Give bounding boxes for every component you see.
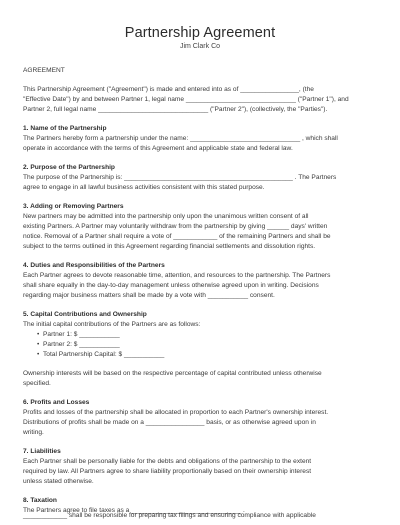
section-heading: 5. Capital Contributions and Ownership (23, 311, 147, 318)
section-purpose (23, 163, 377, 193)
section-line: The purpose of the Partnership is: ______________________________________________ . The Partners (23, 174, 337, 181)
section-heading: 1. Name of the Partnership (23, 125, 107, 132)
section-line: existing Partners. A Partner may voluntarily withdraw from the partnership by giving ______ days' written (23, 223, 328, 230)
list-item: • Partner 2: $ ___________ (43, 340, 377, 350)
section-line: Each Partner agrees to devote reasonable time, attention, and resources to the partnership. The Partners (23, 272, 331, 279)
agreement-label: AGREEMENT (23, 67, 65, 74)
section-profits-losses (23, 398, 377, 438)
section-heading: 3. Adding or Removing Partners (23, 203, 124, 210)
section-line: agree to engage in all lawful business activities consistent with this stated purpose. (23, 184, 265, 191)
section-heading: 7. Liabilities (23, 448, 61, 455)
document-title: Partnership Agreement (124, 25, 276, 41)
section-liabilities (23, 447, 377, 487)
section-line: unless stated otherwise. (23, 478, 94, 485)
section-line: subject to the terms outlined in this Agreement regarding financial settlements and dissolution rights. (23, 243, 316, 250)
section-line: specified. (23, 380, 51, 387)
list-item: • Total Partnership Capital: $ ___________ (43, 350, 377, 360)
section-line: notice. Removal of a Partner shall require a vote of ____________ of the remaining Partners and shall be (23, 233, 331, 240)
intro-paragraph (23, 85, 377, 115)
section-line: regarding major business matters shall be made by a vote with ___________ consent. (23, 292, 275, 299)
capital-list (23, 330, 377, 360)
company-name: Jim Clark Co (179, 43, 221, 50)
section-line: The Partners agree to file taxes as a ______________________________ . (23, 507, 245, 514)
cutoff-line: ____________ shall be responsible for preparing tax filings and ensuring compliance with applicable (23, 512, 316, 519)
section-duties (23, 261, 377, 301)
section-line: shall share equally in the day-to-day management unless otherwise agreed upon in writing. Decisions (23, 282, 319, 289)
intro-line: Partner 2, full legal name ______________________________ ("Partner 2"), (collectively, the "Parties"). (23, 106, 328, 113)
intro-line: This Partnership Agreement ("Agreement") is made and entered into as of ________________, (the (23, 86, 314, 93)
section-name-of-partnership (23, 124, 377, 154)
section-line: Profits and losses of the partnership shall be allocated in proportion to each Partner's ownership interest. (23, 409, 329, 416)
section-heading: 6. Profits and Losses (23, 399, 90, 406)
section-adding-removing-partners (23, 202, 377, 252)
section-heading: 8. Taxation (23, 497, 57, 504)
section-line: writing. (23, 429, 44, 436)
section-line: Ownership interests will be based on the respective percentage of capital contributed unless otherwise (23, 370, 322, 377)
section-line: required by law. All Partners agree to share liability proportionally based on their ownership interest (23, 468, 312, 475)
section-line: Each Partner shall be personally liable for the debts and obligations of the partnership to the extent (23, 458, 312, 465)
document-body (23, 66, 377, 525)
section-line: New partners may be admitted into the partnership only upon the unanimous written consent of all (23, 213, 309, 220)
section-heading: 2. Purpose of the Partnership (23, 164, 115, 171)
section-line: Distributions of profits shall be made on a ________________ basis, or as otherwise agreed upon in (23, 419, 316, 426)
list-item: • Partner 1: $ ___________ (43, 330, 377, 340)
section-line: The Partners hereby form a partnership under the name: ______________________________ , which shall (23, 135, 338, 142)
section-line: The initial capital contributions of the Partners are as follows: (23, 321, 201, 328)
section-line: operate in accordance with the terms of this Agreement and applicable state and federal law. (23, 145, 293, 152)
section-capital-contributions (23, 310, 377, 389)
intro-line: "Effective Date") by and between Partner 1, legal name ______________________________ ("Partner 1"), and (23, 96, 349, 103)
section-heading: 4. Duties and Responsibilities of the Partners (23, 262, 165, 269)
